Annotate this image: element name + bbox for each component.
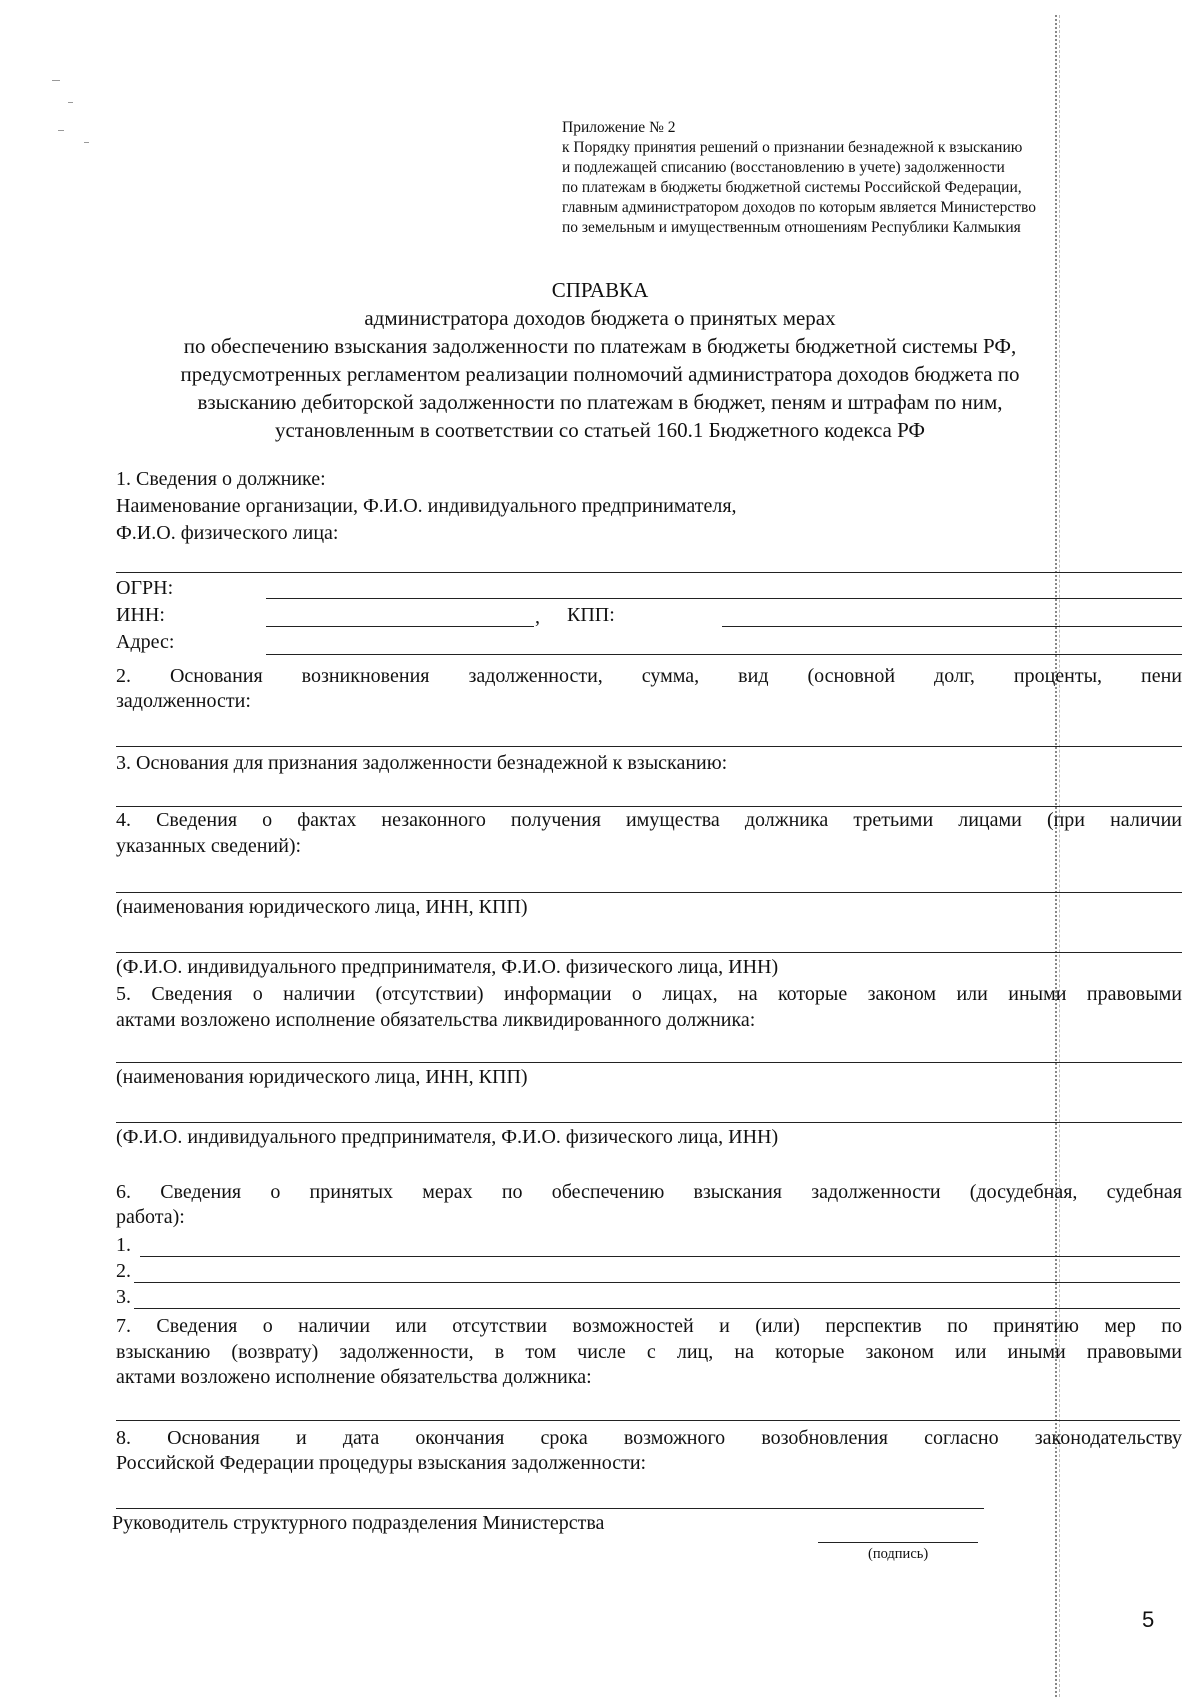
- ogrn-label: ОГРН:: [116, 577, 174, 599]
- section-text: Наименование организации, Ф.И.О. индивидуального предпринимателя,: [116, 495, 737, 517]
- kpp-field[interactable]: [722, 626, 1182, 627]
- section-text: работа):: [116, 1206, 185, 1228]
- scan-speck: [84, 142, 89, 143]
- scan-speck: [68, 102, 73, 103]
- field-caption: (наименования юридического лица, ИНН, КПП): [116, 1066, 528, 1088]
- debt-basis-field[interactable]: [116, 746, 1182, 747]
- legal-entity-field[interactable]: [116, 1062, 1182, 1063]
- annex-line: по земельным и имущественным отношениям Республики Калмыкия: [562, 219, 1021, 236]
- list-item-number: 2.: [116, 1260, 131, 1282]
- document-title: СПРАВКА: [551, 278, 649, 302]
- section-text: 4. Сведения о фактах незаконного получения имущества должника третьими лицами (при наличии: [116, 809, 1182, 831]
- annex-line: по платежам в бюджеты бюджетной системы Российской Федерации,: [562, 179, 1022, 196]
- annex-line: и подлежащей списанию (восстановлению в учете) задолженности: [562, 159, 1005, 176]
- title-line: администратора доходов бюджета о принятых мерах: [364, 306, 836, 330]
- section-text: 3. Основания для признания задолженности безнадежной к взысканию:: [116, 752, 728, 774]
- annex-line: к Порядку принятия решений о признании безнадежной к взысканию: [562, 139, 1023, 156]
- resumption-basis-field[interactable]: [116, 1508, 984, 1509]
- kpp-label: КПП:: [567, 604, 615, 626]
- title-line: по обеспечению взыскания задолженности по платежам в бюджеты бюджетной системы РФ,: [183, 334, 1017, 358]
- scan-speck: [52, 80, 60, 81]
- individual-field[interactable]: [116, 1122, 1182, 1123]
- debtor-name-field[interactable]: [116, 572, 1182, 573]
- comma: ,: [535, 606, 540, 628]
- section-text: 5. Сведения о наличии (отсутствии) информации о лицах, на которые законом или иными правовыми: [116, 983, 1182, 1005]
- list-item-number: 1.: [116, 1234, 131, 1256]
- section-text: 7. Сведения о наличии или отсутствии возможностей и (или) перспектив по принятию мер по: [116, 1315, 1182, 1337]
- inn-label: ИНН:: [116, 604, 165, 626]
- individual-field[interactable]: [116, 952, 1182, 953]
- title-line: установленным в соответствии со статьей 160.1 Бюджетного кодекса РФ: [274, 418, 926, 442]
- page-number: 5: [1142, 1607, 1155, 1632]
- signature-field[interactable]: [818, 1542, 978, 1543]
- inn-field[interactable]: [266, 626, 534, 627]
- section-text: Ф.И.О. физического лица:: [116, 522, 339, 544]
- ogrn-field[interactable]: [266, 598, 1182, 599]
- section-text: взысканию (возврату) задолженности, в том числе с лиц, на которые законом или иными правовыми: [116, 1341, 1182, 1363]
- section-text: 2. Основания возникновения задолженности, сумма, вид (основной долг, проценты, пени: [116, 665, 1182, 687]
- scan-speck: [58, 130, 64, 131]
- field-caption: (Ф.И.О. индивидуального предпринимателя, Ф.И.О. физического лица, ИНН): [116, 1126, 779, 1148]
- address-field[interactable]: [266, 654, 1182, 655]
- section-text: 8. Основания и дата окончания срока возможного возобновления согласно законодательству: [116, 1427, 1182, 1449]
- hopeless-basis-field[interactable]: [116, 806, 1182, 807]
- legal-entity-field[interactable]: [116, 892, 1182, 893]
- annex-line: Приложение № 2: [562, 119, 676, 136]
- annex-line: главным администратором доходов по которым является Министерство: [562, 199, 1036, 216]
- title-line: предусмотренных регламентом реализации полномочий администратора доходов бюджета по: [180, 362, 1020, 386]
- title-line: взысканию дебиторской задолженности по платежам в бюджет, пеням и штрафам по ним,: [197, 390, 1003, 414]
- section-text: задолженности:: [116, 690, 251, 712]
- section-text: 6. Сведения о принятых мерах по обеспечению взыскания задолженности (досудебная, судебная: [116, 1181, 1182, 1203]
- measure-field-1[interactable]: [140, 1256, 1180, 1257]
- address-label: Адрес:: [116, 631, 175, 653]
- signature-caption: (подпись): [868, 1546, 929, 1562]
- signatory-title: Руководитель структурного подразделения Министерства: [112, 1512, 605, 1534]
- section-heading: 1. Сведения о должнике:: [116, 468, 326, 490]
- measure-field-3[interactable]: [134, 1308, 1180, 1309]
- field-caption: (наименования юридического лица, ИНН, КПП): [116, 896, 528, 918]
- measure-field-2[interactable]: [134, 1282, 1180, 1283]
- section-text: актами возложено исполнение обязательства ликвидированного должника:: [116, 1009, 756, 1031]
- field-caption: (Ф.И.О. индивидуального предпринимателя, Ф.И.О. физического лица, ИНН): [116, 956, 779, 978]
- list-item-number: 3.: [116, 1286, 131, 1308]
- section-text: указанных сведений):: [116, 835, 302, 857]
- section-text: Российской Федерации процедуры взыскания задолженности:: [116, 1452, 647, 1474]
- recovery-prospects-field[interactable]: [116, 1420, 1180, 1421]
- section-text: актами возложено исполнение обязательства должника:: [116, 1366, 592, 1388]
